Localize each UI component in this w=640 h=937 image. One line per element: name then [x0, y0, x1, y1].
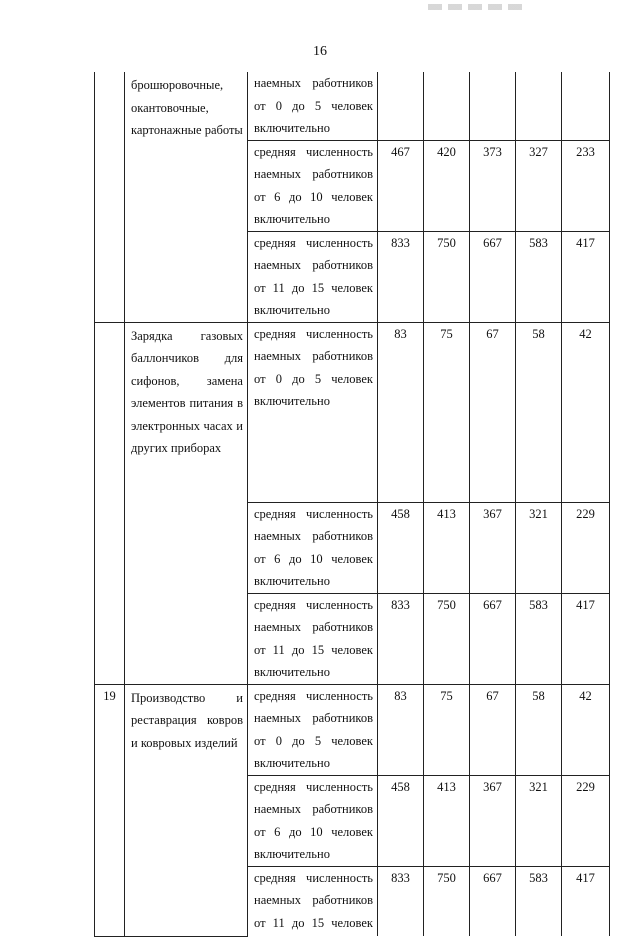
rate-value: 367 — [470, 502, 516, 593]
rate-value — [516, 72, 562, 140]
criterion-line: от 0 до 5 человек — [254, 98, 373, 113]
criterion-line: от 11 до 15 человек — [254, 642, 373, 657]
criterion-line: от 0 до 5 человек — [254, 371, 373, 386]
criterion-line: средняя численность — [254, 870, 373, 885]
rate-value: 58 — [516, 684, 562, 775]
rate-value: 583 — [516, 231, 562, 322]
employee-count-criterion — [248, 140, 378, 231]
row-number — [95, 72, 125, 322]
rate-value: 458 — [378, 502, 424, 593]
rate-value: 583 — [516, 593, 562, 684]
activity-name: Зарядка газовых баллончиков для сифонов, замена элементов питания в электронных часах и других приборах — [125, 322, 248, 684]
criterion-line: средняя численность — [254, 779, 373, 794]
criterion-line: средняя численность — [254, 326, 373, 341]
criterion-line: средняя численность — [254, 506, 373, 521]
rate-value: 667 — [470, 231, 516, 322]
rate-value: 750 — [424, 231, 470, 322]
criterion-line: наемных работников — [254, 529, 373, 543]
employee-count-criterion — [248, 775, 378, 866]
criterion-line: от 6 до 10 человек — [254, 189, 373, 204]
rate-value: 467 — [378, 140, 424, 231]
employee-count-criterion — [248, 322, 378, 502]
rate-value: 83 — [378, 322, 424, 502]
tax-rate-table — [94, 72, 610, 937]
rate-value: 458 — [378, 775, 424, 866]
rate-value: 321 — [516, 775, 562, 866]
employee-count-criterion — [248, 72, 378, 140]
criterion-line: включительно — [254, 665, 330, 679]
criterion-line: включительно — [254, 756, 330, 770]
employee-count-criterion — [248, 231, 378, 322]
rate-value: 417 — [562, 866, 610, 936]
rate-value: 42 — [562, 322, 610, 502]
employee-count-criterion — [248, 593, 378, 684]
employee-count-criterion — [248, 502, 378, 593]
criterion-line: наемных работников — [254, 76, 373, 90]
criterion-line: включительно — [254, 212, 330, 226]
criterion-line: от 0 до 5 человек — [254, 733, 373, 748]
rate-value: 833 — [378, 593, 424, 684]
rate-value: 833 — [378, 866, 424, 936]
table-row — [95, 322, 610, 502]
rate-value: 42 — [562, 684, 610, 775]
rate-value: 417 — [562, 231, 610, 322]
rate-value — [378, 72, 424, 140]
rate-value: 58 — [516, 322, 562, 502]
criterion-line: наемных работников — [254, 711, 373, 725]
rate-value: 233 — [562, 140, 610, 231]
page-number: 16 — [313, 44, 327, 59]
rate-value: 750 — [424, 866, 470, 936]
rate-value: 75 — [424, 322, 470, 502]
criterion-line: наемных работников — [254, 167, 373, 181]
criterion-line: включительно — [254, 121, 330, 135]
activity-name: брошюровочные, окантовочные, картонажные работы — [125, 72, 248, 322]
criterion-line: наемных работников — [254, 349, 373, 363]
criterion-line: средняя численность — [254, 144, 373, 159]
row-number — [95, 322, 125, 684]
rate-value: 373 — [470, 140, 516, 231]
rate-value: 667 — [470, 593, 516, 684]
criterion-line: наемных работников — [254, 620, 373, 634]
activity-name: Производство и реставрация ковров и ковровых изделий — [125, 684, 248, 936]
criterion-line: включительно — [254, 847, 330, 861]
rate-value: 413 — [424, 502, 470, 593]
employee-count-criterion — [248, 866, 378, 936]
row-number: 19 — [95, 684, 125, 936]
table-row — [95, 684, 610, 775]
rate-value: 420 — [424, 140, 470, 231]
rate-value — [562, 72, 610, 140]
rate-value: 75 — [424, 684, 470, 775]
criterion-line: наемных работников — [254, 258, 373, 272]
rate-value: 67 — [470, 322, 516, 502]
rate-value: 833 — [378, 231, 424, 322]
criterion-line: включительно — [254, 303, 330, 317]
criterion-line: включительно — [254, 394, 330, 408]
table-row — [95, 72, 610, 140]
criterion-line: средняя численность — [254, 235, 373, 250]
rate-value — [424, 72, 470, 140]
rate-value: 367 — [470, 775, 516, 866]
header-scan-mark — [428, 4, 528, 10]
criterion-line: от 11 до 15 человек — [254, 280, 373, 295]
rate-value: 321 — [516, 502, 562, 593]
rate-value: 583 — [516, 866, 562, 936]
criterion-line: от 6 до 10 человек — [254, 551, 373, 566]
criterion-line: наемных работников — [254, 893, 373, 907]
criterion-line: от 11 до 15 человек — [254, 915, 373, 930]
rate-value: 83 — [378, 684, 424, 775]
criterion-line: средняя численность — [254, 597, 373, 612]
rate-value: 750 — [424, 593, 470, 684]
rate-value: 327 — [516, 140, 562, 231]
criterion-line: наемных работников — [254, 802, 373, 816]
rate-value: 229 — [562, 502, 610, 593]
criterion-line: включительно — [254, 574, 330, 588]
criterion-line: средняя численность — [254, 688, 373, 703]
rate-value: 413 — [424, 775, 470, 866]
rate-value: 667 — [470, 866, 516, 936]
rate-value: 67 — [470, 684, 516, 775]
rate-value: 417 — [562, 593, 610, 684]
table-body — [95, 72, 610, 936]
rate-value — [470, 72, 516, 140]
rate-value: 229 — [562, 775, 610, 866]
employee-count-criterion — [248, 684, 378, 775]
criterion-line: от 6 до 10 человек — [254, 824, 373, 839]
